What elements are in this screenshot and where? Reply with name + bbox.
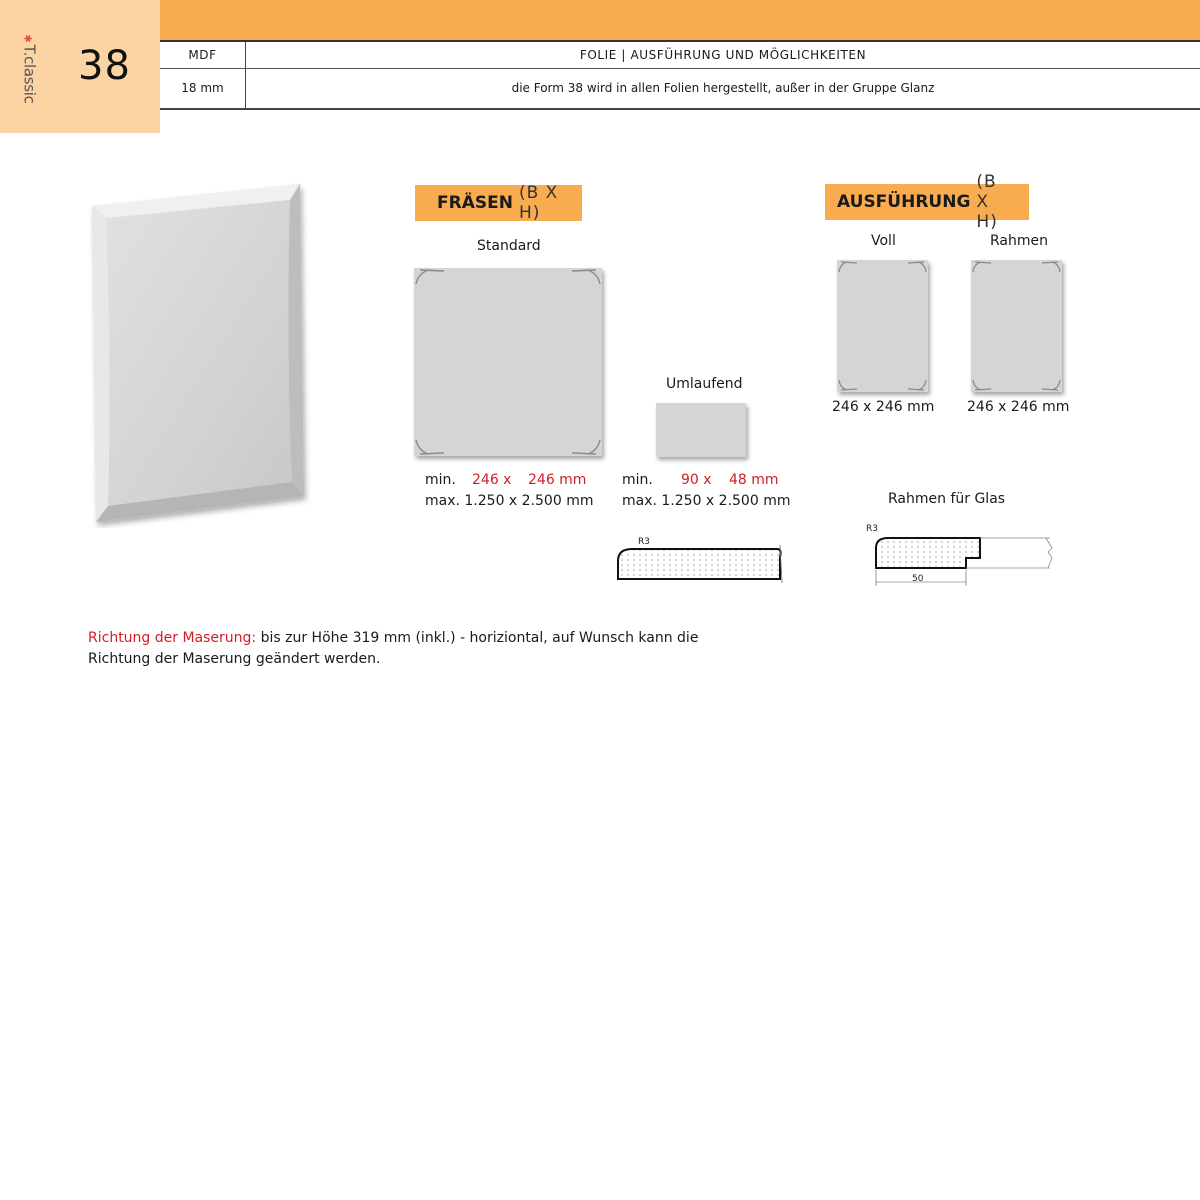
umlaufend-panel-image bbox=[656, 403, 746, 457]
voll-label: Voll bbox=[871, 233, 896, 249]
spec-col2-value: die Form 38 wird in allen Folien hergestellt, außer in der Gruppe Glanz bbox=[511, 81, 935, 95]
voll-size: 246 x 246 mm bbox=[832, 399, 935, 415]
page-corner bbox=[0, 0, 160, 133]
door-front-image bbox=[86, 180, 312, 528]
spec-value-row bbox=[160, 68, 1200, 110]
fraesen-profile-diagram bbox=[614, 533, 786, 585]
spec-header-row bbox=[160, 40, 1200, 69]
rahmen-label: Rahmen bbox=[990, 233, 1048, 249]
brand-logo bbox=[6, 34, 54, 104]
spec-col2-header: FOLIE | AUSFÜHRUNG UND MÖGLICHKEITEN bbox=[579, 48, 867, 62]
rahmen-panel-image bbox=[971, 260, 1062, 392]
spec-col1-header: MDF bbox=[160, 42, 246, 68]
fraesen-heading bbox=[415, 185, 582, 221]
spec-col1-value: 18 mm bbox=[160, 68, 246, 108]
grain-direction-highlight: Richtung der Maserung: bbox=[88, 630, 257, 646]
ausfuehrung-heading bbox=[825, 172, 1029, 232]
voll-panel-image bbox=[837, 260, 928, 392]
header-bar bbox=[160, 0, 1200, 40]
umlaufend-min-label: min. bbox=[622, 472, 653, 488]
grain-direction-note bbox=[88, 628, 728, 670]
grain-direction-text: bis zur Höhe 319 mm (inkl.) - horiziontal, auf Wunsch kann die Richtung der Maserung geändert werden. bbox=[88, 630, 699, 667]
umlaufend-label: Umlaufend bbox=[666, 376, 743, 392]
page-number: 38 bbox=[78, 43, 131, 89]
standard-min-width: 246 x bbox=[472, 472, 512, 488]
fraesen-title-unit: (B X H) bbox=[518, 183, 559, 223]
umlaufend-sizes bbox=[622, 470, 790, 512]
umlaufend-min-height: 48 mm bbox=[729, 472, 779, 488]
rahmen-glas-radius-label: R3 bbox=[866, 524, 878, 534]
standard-max: max. 1.250 x 2.500 mm bbox=[425, 493, 594, 509]
rahmen-glas-profile-diagram bbox=[862, 520, 1058, 590]
umlaufend-min-width: 90 x bbox=[681, 472, 712, 488]
fraesen-title: FRÄSEN bbox=[437, 193, 513, 213]
logo-star-icon: ✱ bbox=[22, 34, 34, 43]
standard-min-height: 246 mm bbox=[528, 472, 587, 488]
ausfuehrung-title-unit: (B X H) bbox=[976, 172, 998, 232]
standard-label: Standard bbox=[477, 238, 541, 254]
standard-min-label: min. bbox=[425, 472, 456, 488]
standard-panel-image bbox=[414, 268, 602, 456]
rahmen-size: 246 x 246 mm bbox=[967, 399, 1070, 415]
fraesen-profile-radius-label: R3 bbox=[638, 537, 650, 547]
standard-sizes bbox=[425, 470, 593, 512]
umlaufend-max: max. 1.250 x 2.500 mm bbox=[622, 493, 791, 509]
brand-name: T.classic bbox=[21, 44, 40, 104]
rahmen-glas-label: Rahmen für Glas bbox=[888, 491, 1006, 507]
ausfuehrung-title: AUSFÜHRUNG bbox=[837, 192, 971, 212]
rahmen-glas-width-label: 50 bbox=[912, 574, 924, 584]
